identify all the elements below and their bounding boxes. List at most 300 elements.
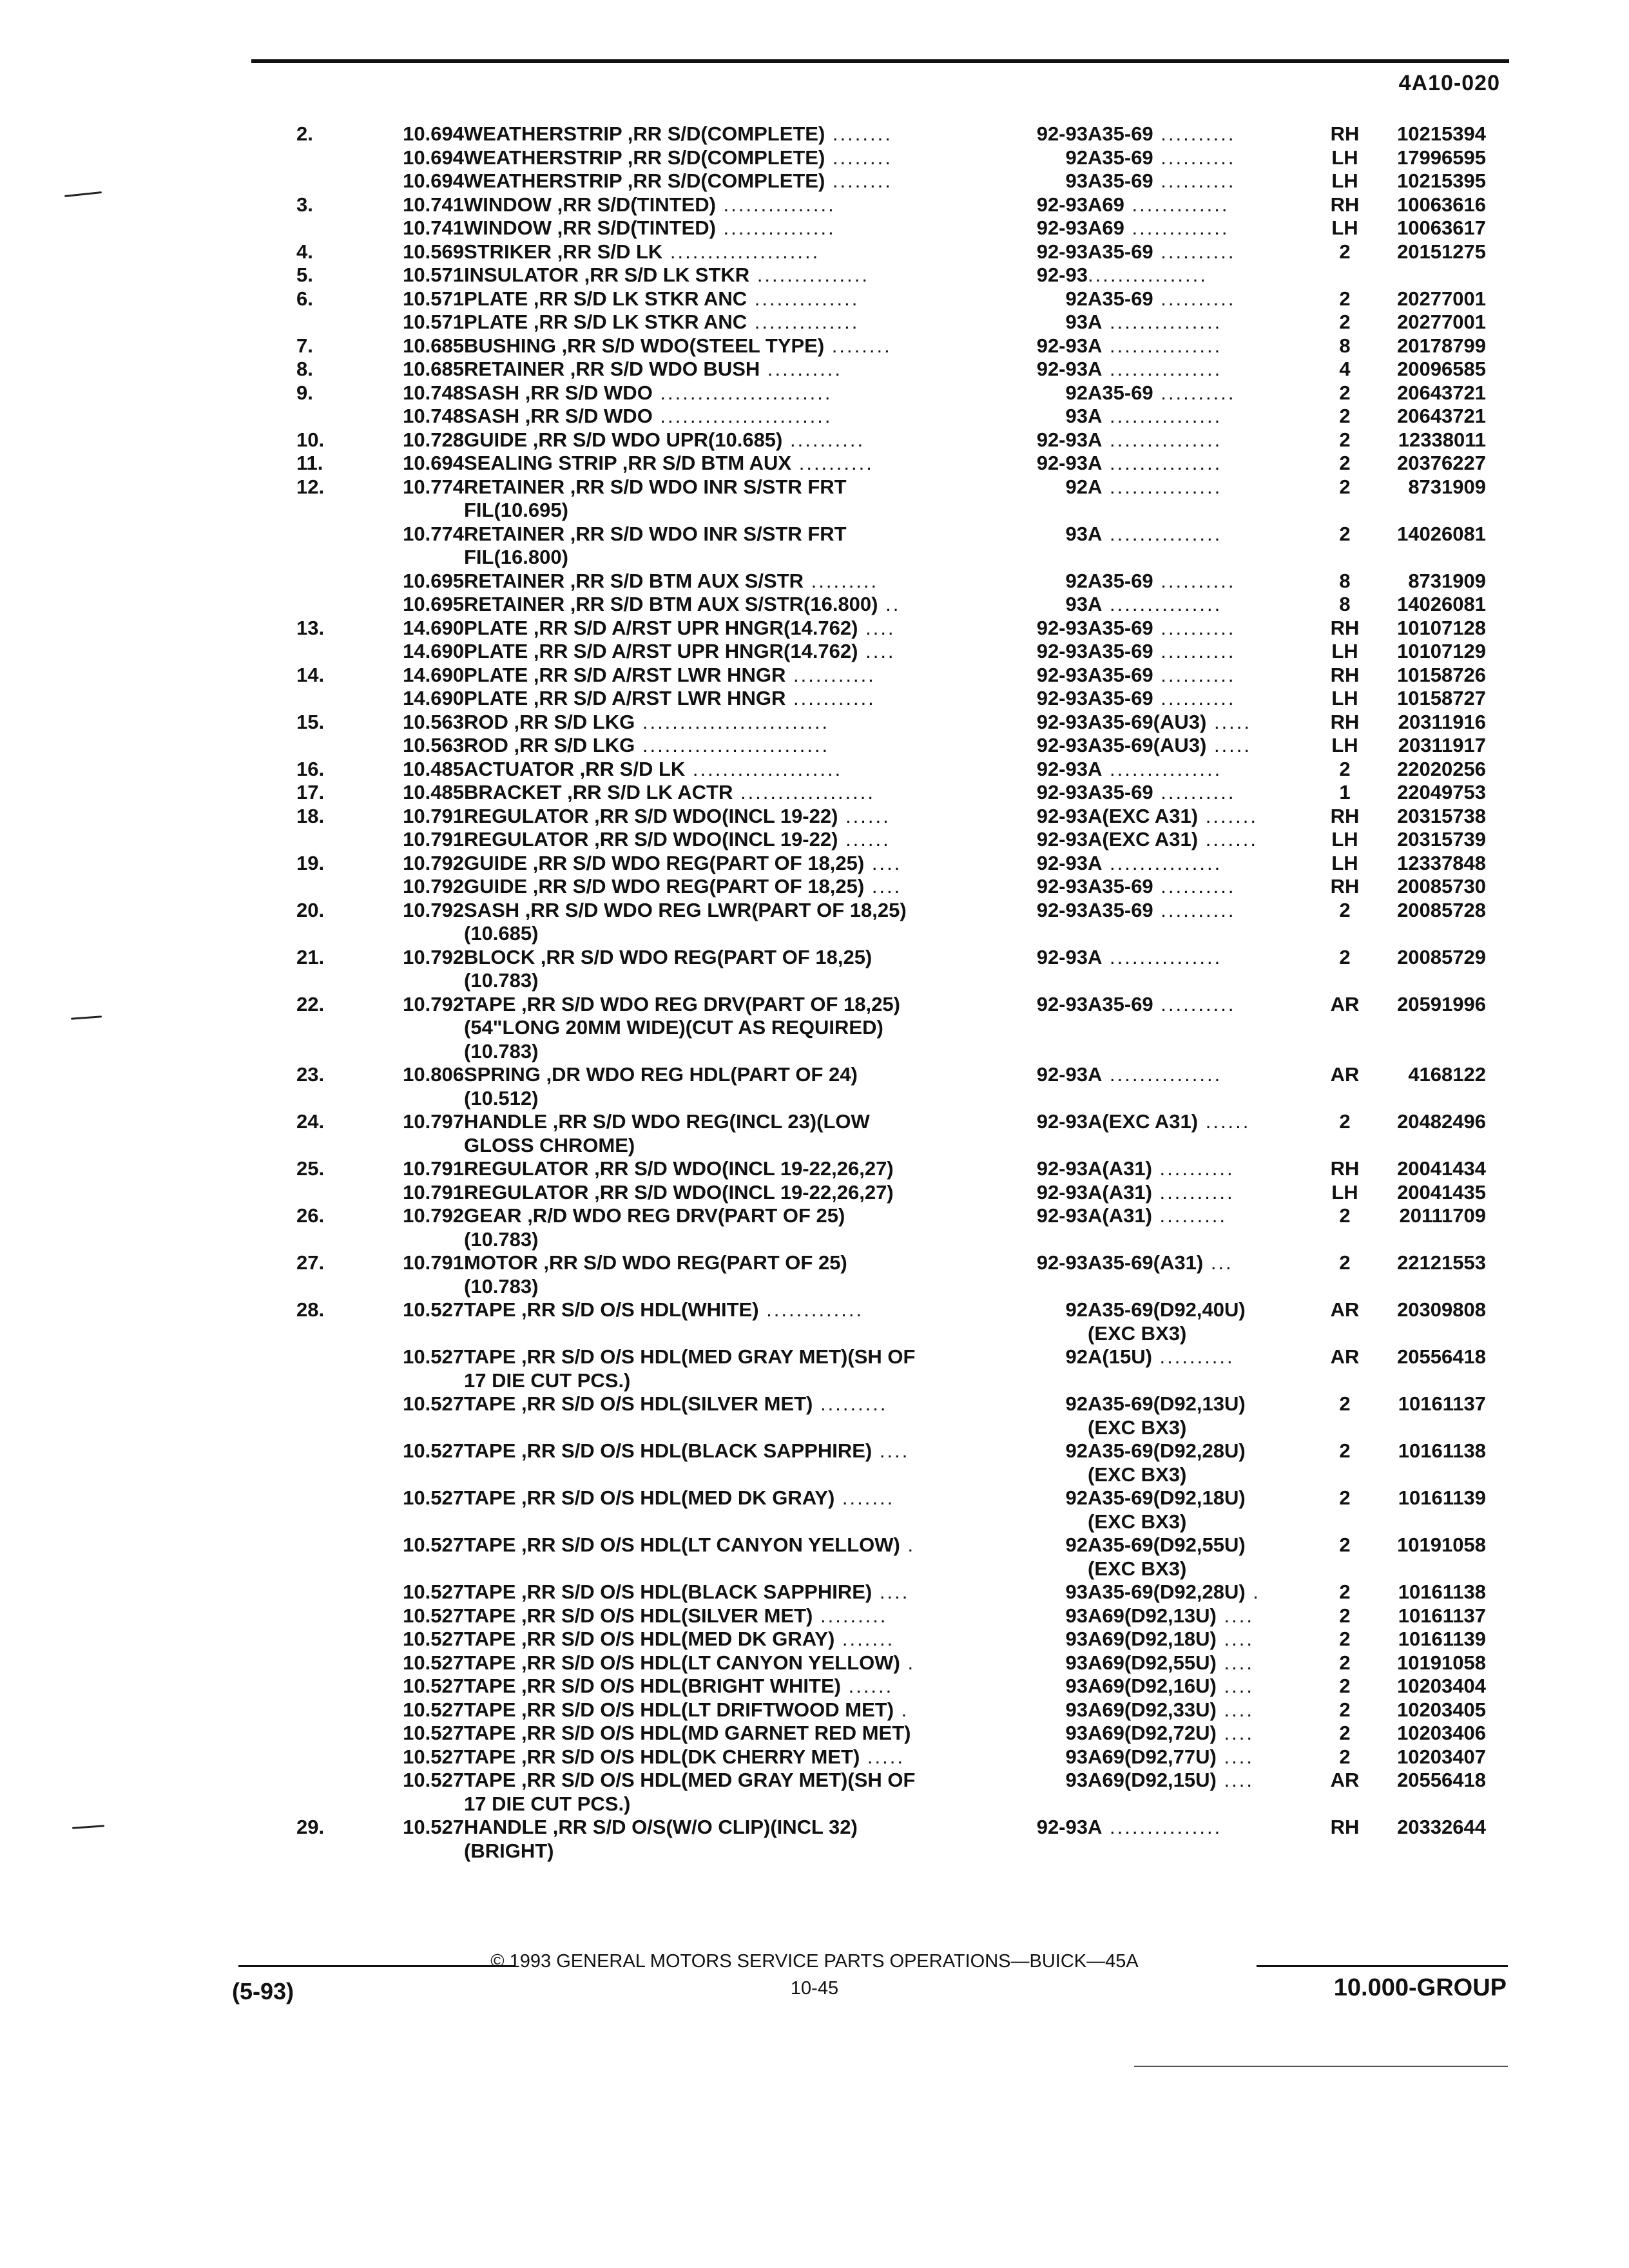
part-number: 20111709 xyxy=(1399,1204,1486,1227)
table-row xyxy=(296,899,1486,923)
part-description xyxy=(464,640,992,664)
item-number: 16. xyxy=(296,757,325,780)
leader-dots: .......... xyxy=(1152,1157,1235,1180)
quantity xyxy=(1320,499,1370,523)
model-years: 92-93 xyxy=(1036,216,1088,239)
leader-dots: .... xyxy=(1216,1769,1254,1791)
model-years xyxy=(992,1228,1088,1252)
model-years: 92 xyxy=(1065,1533,1088,1556)
leader-dots: .. xyxy=(878,593,901,615)
table-row xyxy=(296,1745,1486,1769)
application-code: A69(D92,72U) xyxy=(1088,1722,1217,1744)
application xyxy=(1088,334,1320,358)
model-years: 93 xyxy=(1065,1745,1088,1768)
catalog-number: 10.741 xyxy=(403,193,464,216)
part-description xyxy=(464,1228,992,1252)
leader-dots: .................. xyxy=(733,781,876,803)
leader-dots: .......... xyxy=(1152,1345,1235,1368)
leader-dots: ............... xyxy=(1102,1816,1222,1838)
model-years: 92-93 xyxy=(1036,687,1088,709)
application-code: A35-69 xyxy=(1088,875,1153,898)
application xyxy=(1088,428,1320,452)
leader-dots: .... xyxy=(1216,1698,1254,1721)
model-years: 92-93 xyxy=(1036,804,1088,827)
catalog-number: 10.527 xyxy=(403,1486,464,1509)
part-detail: ,RR S/D BTM AUX S/STR(16.800) xyxy=(564,593,878,615)
item-number xyxy=(296,169,367,193)
part-description xyxy=(464,287,992,311)
leader-dots: .......... xyxy=(1153,169,1236,192)
part-detail: (10.685) xyxy=(464,922,539,945)
application-code: A xyxy=(1088,1816,1103,1838)
part-description xyxy=(464,1745,992,1769)
quantity: 2 xyxy=(1339,381,1351,404)
part-detail: ,RR S/D WDO REG(PART OF 18,25) xyxy=(527,875,865,898)
quantity: LH xyxy=(1331,640,1358,662)
leader-dots: .......... xyxy=(760,358,843,380)
table-row xyxy=(296,452,1486,476)
item-number xyxy=(296,640,367,664)
leader-dots: .......... xyxy=(1153,240,1236,263)
part-name: SASH xyxy=(464,898,520,921)
application xyxy=(1088,570,1320,593)
item-number xyxy=(296,1628,367,1651)
item-number xyxy=(296,1322,367,1346)
item-number: 25. xyxy=(296,1157,325,1180)
part-detail: ,RR S/D LK ACTR xyxy=(561,781,733,803)
part-number: 12337848 xyxy=(1397,851,1486,874)
model-years: 92 xyxy=(1065,1345,1088,1368)
table-row xyxy=(296,358,1486,381)
application xyxy=(1088,1228,1320,1252)
part-name: WEATHERSTRIP xyxy=(464,169,622,192)
model-years: 92-93 xyxy=(1036,428,1088,451)
catalog-number: 10.741 xyxy=(403,216,464,239)
quantity: 1 xyxy=(1339,781,1351,803)
model-years: 93 xyxy=(1065,169,1088,192)
model-years: 92-93 xyxy=(1036,334,1088,357)
part-detail: ,RR S/D WDO REG(PART OF 18,25) xyxy=(535,945,872,968)
model-years: 92-93 xyxy=(1036,992,1088,1015)
table-row xyxy=(296,1463,1486,1487)
part-detail: (10.783) xyxy=(464,1274,539,1298)
leader-dots: ............. xyxy=(1124,216,1229,239)
catalog-number xyxy=(367,1275,464,1299)
quantity xyxy=(1320,1369,1370,1393)
model-years: 93 xyxy=(1065,1628,1088,1650)
catalog-number: 10.748 xyxy=(403,381,464,404)
table-row xyxy=(296,1675,1486,1698)
part-detail: ,RR S/D A/RST LWR HNGR xyxy=(528,663,786,686)
catalog-number: 10.774 xyxy=(403,522,464,545)
quantity: LH xyxy=(1331,851,1358,874)
item-number: 18. xyxy=(296,804,325,827)
quantity: LH xyxy=(1331,828,1358,850)
table-row xyxy=(296,781,1486,805)
part-description xyxy=(464,311,992,334)
table-row xyxy=(296,687,1486,711)
part-number xyxy=(1370,1416,1486,1440)
leader-dots: ........ xyxy=(824,334,892,357)
leader-dots: .......... xyxy=(1153,875,1236,898)
part-description xyxy=(464,499,992,523)
part-description xyxy=(464,1275,992,1299)
part-detail: ,RR S/D(COMPLETE) xyxy=(622,146,825,169)
application-code: A35-69(AU3) xyxy=(1088,710,1207,733)
part-description xyxy=(464,1792,992,1816)
application-code: (EXC BX3) xyxy=(1088,1321,1187,1345)
bottom-scan-line xyxy=(1134,2066,1508,2067)
leader-dots: ........... xyxy=(786,663,876,686)
application-code: A35-69(D92,55U) xyxy=(1088,1533,1246,1556)
model-years xyxy=(992,1040,1088,1064)
model-years: 92 xyxy=(1065,1486,1088,1509)
quantity: 2 xyxy=(1339,452,1351,474)
application xyxy=(1088,1533,1320,1557)
part-name: TAPE xyxy=(464,1698,516,1721)
part-name: BLOCK xyxy=(464,945,535,968)
part-number: 20085730 xyxy=(1397,875,1486,898)
part-number: 10161138 xyxy=(1398,1439,1486,1462)
catalog-number: 10.792 xyxy=(403,898,464,921)
leader-dots: .... xyxy=(858,640,896,662)
leader-dots: ............... xyxy=(1102,945,1222,968)
application xyxy=(1088,546,1320,570)
leader-dots: ............... xyxy=(1102,475,1222,498)
table-row xyxy=(296,122,1486,146)
leader-dots: ........ xyxy=(825,146,892,169)
part-name: PLATE xyxy=(464,663,528,686)
application-code: (EXC BX3) xyxy=(1088,1510,1187,1533)
quantity xyxy=(1320,1510,1370,1534)
part-name: TAPE xyxy=(464,1439,516,1462)
footer-date-code: (5-93) xyxy=(232,1978,294,2004)
table-row xyxy=(296,1040,1486,1064)
application xyxy=(1088,969,1320,993)
part-detail: ,RR S/D WDO REG(PART OF 18,25) xyxy=(527,851,865,874)
leader-dots: ......... xyxy=(1152,1204,1228,1227)
leader-dots: ............. xyxy=(1124,193,1229,216)
leader-dots: ....... xyxy=(1198,804,1258,827)
catalog-number: 10.485 xyxy=(403,781,464,803)
leader-dots: .............. xyxy=(747,287,860,310)
part-number xyxy=(1370,1228,1486,1252)
part-description xyxy=(464,169,992,193)
quantity: LH xyxy=(1331,146,1358,169)
part-description xyxy=(464,1063,992,1087)
part-name: SASH xyxy=(464,405,520,427)
application xyxy=(1088,687,1320,711)
application-code: A xyxy=(1088,757,1103,780)
part-detail: ,RR S/D WDO(INCL 19-22,26,27) xyxy=(588,1157,894,1180)
part-number: 20643721 xyxy=(1397,405,1486,427)
model-years: 92-93 xyxy=(1036,452,1088,474)
part-number xyxy=(1370,264,1486,287)
table-row xyxy=(296,1486,1486,1510)
model-years: 92-93 xyxy=(1036,193,1088,216)
part-description xyxy=(464,687,992,711)
part-detail: ,DR WDO REG HDL(PART OF 24) xyxy=(540,1063,858,1086)
part-name: GUIDE xyxy=(464,428,528,451)
part-number: 12338011 xyxy=(1398,428,1486,451)
leader-dots: .... xyxy=(872,1439,910,1462)
table-row xyxy=(296,805,1486,829)
leader-dots: ... xyxy=(1203,1251,1233,1274)
application-code: A(A31) xyxy=(1088,1204,1152,1227)
part-description xyxy=(464,122,992,146)
application xyxy=(1088,476,1320,499)
leader-dots: ......... xyxy=(813,1392,888,1415)
part-number: 10158727 xyxy=(1397,687,1486,709)
part-name: GUIDE xyxy=(464,851,528,874)
part-description xyxy=(464,593,992,617)
part-detail: ,RR S/D(TINTED) xyxy=(552,216,716,239)
part-name: TAPE xyxy=(464,1722,516,1744)
catalog-number: 10.571 xyxy=(403,311,464,333)
leader-dots: ......... xyxy=(813,1604,888,1627)
item-number: 23. xyxy=(296,1063,325,1086)
part-number: 10158726 xyxy=(1397,663,1486,686)
catalog-number xyxy=(367,1016,464,1040)
application xyxy=(1088,1510,1320,1534)
part-number: 8731909 xyxy=(1408,475,1486,498)
application xyxy=(1088,1063,1320,1087)
application-code: A xyxy=(1088,405,1103,427)
part-name: INSULATOR xyxy=(464,264,579,286)
item-number xyxy=(296,1181,367,1205)
catalog-number: 14.690 xyxy=(403,663,464,686)
part-number: 20277001 xyxy=(1397,287,1486,310)
part-description xyxy=(464,381,992,405)
part-detail: ,RR S/D LK STKR ANC xyxy=(528,287,747,310)
part-detail: ,RR S/D O/S HDL(LT CANYON YELLOW) xyxy=(516,1651,900,1674)
table-row xyxy=(296,1345,1486,1369)
application xyxy=(1088,1463,1320,1487)
part-name: REGULATOR xyxy=(464,828,589,850)
catalog-number xyxy=(367,969,464,993)
part-detail: (10.783) xyxy=(464,969,539,992)
application-code: A69(D92,13U) xyxy=(1088,1604,1217,1627)
table-row xyxy=(296,476,1486,499)
catalog-number: 14.690 xyxy=(403,640,464,662)
quantity xyxy=(1320,1463,1370,1487)
catalog-number: 10.563 xyxy=(403,710,464,733)
model-years: 93 xyxy=(1065,593,1088,615)
part-detail: ,RR S/D WDO INR S/STR FRT xyxy=(564,522,847,545)
part-name: SASH xyxy=(464,381,520,404)
model-years: 93 xyxy=(1065,1581,1088,1603)
part-description xyxy=(464,1604,992,1628)
part-number: 10161138 xyxy=(1398,1581,1486,1603)
part-description xyxy=(464,1345,992,1369)
model-years xyxy=(992,1134,1088,1158)
part-description xyxy=(464,805,992,829)
item-number xyxy=(296,922,367,946)
catalog-number xyxy=(367,1557,464,1581)
part-number: 20309808 xyxy=(1397,1298,1486,1321)
leader-dots: .................... xyxy=(662,240,820,263)
leader-dots: ...... xyxy=(840,1675,894,1697)
leader-dots: ....... xyxy=(834,1486,895,1509)
part-number: 20332644 xyxy=(1397,1816,1486,1838)
part-number: 10063617 xyxy=(1397,216,1486,239)
application xyxy=(1088,946,1320,970)
part-number: 10161137 xyxy=(1398,1392,1486,1415)
table-row xyxy=(296,1110,1486,1134)
leader-dots: .......... xyxy=(1153,616,1236,639)
application xyxy=(1088,805,1320,829)
part-name: TAPE xyxy=(464,1581,516,1603)
model-years: 93 xyxy=(1065,1722,1088,1744)
table-row xyxy=(296,946,1486,970)
item-number xyxy=(296,1533,367,1557)
leader-dots: ........... xyxy=(786,687,876,709)
part-name: BRACKET xyxy=(464,781,562,803)
leader-dots: ............... xyxy=(1102,358,1222,380)
application-code: A35-69(D92,28U) xyxy=(1088,1439,1246,1462)
item-number xyxy=(296,405,367,428)
table-row xyxy=(296,1204,1486,1228)
part-detail: ,RR S/D LKG xyxy=(508,710,635,733)
model-years xyxy=(992,1510,1088,1534)
part-description xyxy=(464,1840,992,1863)
item-number xyxy=(296,1722,367,1745)
quantity xyxy=(1320,1228,1370,1252)
model-years: 92-93 xyxy=(1036,1157,1088,1180)
part-number xyxy=(1370,1557,1486,1581)
table-row xyxy=(296,734,1486,758)
part-number: 10107129 xyxy=(1397,640,1486,662)
part-number: 10191058 xyxy=(1397,1533,1486,1556)
item-number xyxy=(296,1134,367,1158)
part-detail: ,RR S/D(TINTED) xyxy=(552,193,716,216)
item-number: 26. xyxy=(296,1204,325,1227)
part-detail: (10.512) xyxy=(464,1086,539,1110)
item-number: 11. xyxy=(296,452,323,474)
application xyxy=(1088,1557,1320,1581)
part-description xyxy=(464,758,992,782)
part-description xyxy=(464,546,992,570)
application-code: A35-69 xyxy=(1088,122,1153,145)
quantity: 2 xyxy=(1339,1651,1351,1674)
part-name: HANDLE xyxy=(464,1816,548,1838)
application xyxy=(1088,1840,1320,1863)
table-row xyxy=(296,1628,1486,1651)
part-detail: ,RR S/D O/S HDL(LT DRIFTWOOD MET) xyxy=(516,1698,894,1721)
item-number xyxy=(296,1557,367,1581)
model-years: 93 xyxy=(1065,405,1088,427)
catalog-number: 10.685 xyxy=(403,334,464,357)
part-description xyxy=(464,828,992,852)
part-detail: ,RR S/D O/S HDL(MED DK GRAY) xyxy=(516,1486,835,1509)
application-code: A35-69 xyxy=(1088,616,1153,639)
model-years xyxy=(992,969,1088,993)
part-detail: ,RR S/D WDO REG DRV(PART OF 18,25) xyxy=(516,992,900,1015)
table-row xyxy=(296,1792,1486,1816)
leader-dots: .......... xyxy=(1153,287,1236,310)
model-years: 92-93 xyxy=(1036,734,1088,756)
model-years: 92-93 xyxy=(1036,898,1088,921)
catalog-number: 10.569 xyxy=(403,240,464,263)
item-number xyxy=(296,1769,367,1792)
part-detail: 17 DIE CUT PCS.) xyxy=(464,1369,631,1392)
quantity: LH xyxy=(1331,216,1358,239)
catalog-number xyxy=(367,1369,464,1393)
quantity: 2 xyxy=(1339,1581,1351,1603)
part-number xyxy=(1370,546,1486,570)
table-row xyxy=(296,1181,1486,1205)
part-description xyxy=(464,1510,992,1534)
part-detail: ,RR S/D LK xyxy=(552,240,663,263)
quantity: 4 xyxy=(1339,358,1351,380)
part-number: 20151275 xyxy=(1397,240,1486,263)
application-code: A35-69 xyxy=(1088,146,1153,169)
catalog-number: 10.774 xyxy=(403,475,464,498)
table-row xyxy=(296,1322,1486,1346)
part-detail: ,RR S/D WDO(INCL 19-22) xyxy=(588,804,838,827)
table-row xyxy=(296,617,1486,640)
application xyxy=(1088,758,1320,782)
item-number xyxy=(296,1275,367,1299)
application xyxy=(1088,1628,1320,1651)
application-code: A xyxy=(1088,358,1103,380)
table-row xyxy=(296,1698,1486,1722)
table-row xyxy=(296,1228,1486,1252)
leader-dots: .......... xyxy=(782,428,865,451)
model-years xyxy=(992,1840,1088,1863)
application-code: A xyxy=(1088,851,1103,874)
table-row xyxy=(296,875,1486,899)
part-number: 20085728 xyxy=(1397,898,1486,921)
leader-dots: ............... xyxy=(715,216,836,239)
application-code: A35-69(D92,40U) xyxy=(1088,1298,1246,1321)
part-name: TAPE xyxy=(464,1769,516,1791)
part-description xyxy=(464,1298,992,1322)
model-years: 92-93 xyxy=(1036,945,1088,968)
application xyxy=(1088,711,1320,735)
catalog-number: 10.791 xyxy=(403,828,464,850)
application xyxy=(1088,1769,1320,1792)
quantity: RH xyxy=(1330,875,1360,898)
application-code: A69 xyxy=(1088,193,1124,216)
leader-dots: ............... xyxy=(1102,593,1222,615)
model-years: 92-93 xyxy=(1036,1251,1088,1274)
part-description xyxy=(464,1463,992,1487)
model-years xyxy=(992,1557,1088,1581)
model-years: 92-93 xyxy=(1036,616,1088,639)
model-years: 93 xyxy=(1065,1604,1088,1627)
part-description xyxy=(464,523,992,546)
leader-dots: .... xyxy=(1216,1745,1254,1768)
quantity: RH xyxy=(1330,804,1360,827)
item-number xyxy=(296,216,367,240)
item-number xyxy=(296,570,367,593)
table-row xyxy=(296,1769,1486,1792)
leader-dots: .......... xyxy=(1153,381,1236,404)
part-number: 20085729 xyxy=(1397,945,1486,968)
leader-dots: ............... xyxy=(1102,428,1222,451)
item-number xyxy=(296,828,367,852)
part-number: 10215395 xyxy=(1397,169,1486,192)
part-number xyxy=(1370,1322,1486,1346)
item-number xyxy=(296,1840,367,1863)
part-name: TAPE xyxy=(464,1392,516,1415)
application-code: A35-69 xyxy=(1088,169,1153,192)
part-detail: ,RR S/D O/S HDL(WHITE) xyxy=(516,1298,759,1321)
part-detail: ,RR S/D WDO(STEEL TYPE) xyxy=(555,334,825,357)
catalog-number: 10.563 xyxy=(403,734,464,756)
quantity: 2 xyxy=(1339,405,1351,427)
